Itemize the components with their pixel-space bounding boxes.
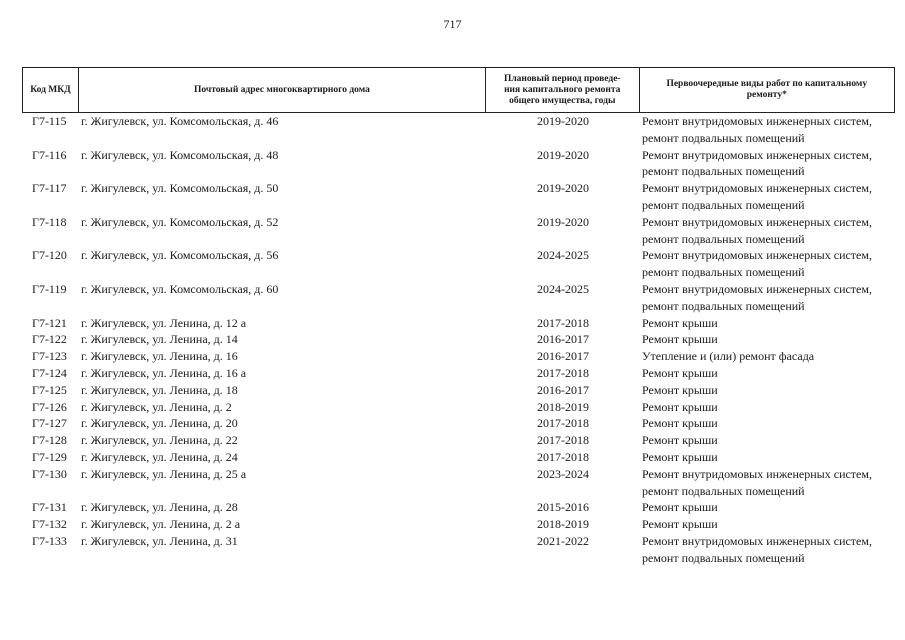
work-line: Ремонт внутридомовых инженерных систем, — [642, 181, 872, 196]
priority-works — [640, 449, 895, 466]
postal-address: г. Жигулевск, ул. Ленина, д. 16 — [81, 349, 238, 364]
postal-address: г. Жигулевск, ул. Комсомольская, д. 56 — [81, 248, 279, 263]
table-row — [22, 214, 895, 248]
priority-works — [640, 499, 895, 516]
work-line: ремонт подвальных помещений — [642, 483, 805, 498]
planned-period: 2018-2019 — [537, 399, 589, 414]
table-body — [22, 113, 895, 567]
work-line: ремонт подвальных помещений — [642, 197, 805, 212]
priority-works — [640, 432, 895, 449]
work-line: Ремонт внутридомовых инженерных систем, — [642, 248, 872, 263]
header-period — [486, 68, 640, 112]
table-row — [22, 399, 895, 416]
table-row — [22, 113, 895, 147]
work-line: Ремонт крыши — [642, 382, 718, 397]
planned-period: 2018-2019 — [537, 517, 589, 532]
postal-address: г. Жигулевск, ул. Ленина, д. 20 — [81, 416, 238, 431]
priority-works — [640, 113, 895, 147]
postal-address: г. Жигулевск, ул. Комсомольская, д. 50 — [81, 181, 279, 196]
mkd-code: Г7-131 — [32, 500, 67, 515]
postal-address: г. Жигулевск, ул. Ленина, д. 24 — [81, 449, 238, 464]
priority-works — [640, 180, 895, 214]
header-period-line: ния капитального ремонта — [504, 84, 621, 95]
table-row — [22, 466, 895, 500]
mkd-code: Г7-123 — [32, 349, 67, 364]
work-line: Ремонт внутридомовых инженерных систем, — [642, 214, 872, 229]
planned-period: 2019-2020 — [537, 114, 589, 128]
planned-period: 2019-2020 — [537, 147, 589, 162]
work-line: Ремонт внутридомовых инженерных систем, — [642, 114, 872, 128]
planned-period: 2017-2018 — [537, 365, 589, 380]
postal-address: г. Жигулевск, ул. Ленина, д. 12 а — [81, 315, 247, 330]
mkd-code: Г7-125 — [32, 382, 67, 397]
table-row — [22, 331, 895, 348]
planned-period: 2024-2025 — [537, 248, 589, 263]
table-header — [22, 67, 895, 113]
table-row — [22, 499, 895, 516]
table-row — [22, 180, 895, 214]
mkd-code: Г7-122 — [32, 332, 67, 347]
postal-address: г. Жигулевск, ул. Ленина, д. 28 — [81, 500, 238, 515]
planned-period: 2015-2016 — [537, 500, 589, 515]
mkd-code: Г7-124 — [32, 365, 67, 380]
table-row — [22, 415, 895, 432]
mkd-code: Г7-120 — [32, 248, 67, 263]
priority-works — [640, 147, 895, 181]
mkd-code: Г7-127 — [32, 416, 67, 431]
planned-period: 2016-2017 — [537, 332, 589, 347]
header-works-line: Первоочередные виды работ по капитальному — [666, 79, 868, 89]
table-row — [22, 382, 895, 399]
postal-address: г. Жигулевск, ул. Комсомольская, д. 48 — [81, 147, 279, 162]
work-line: Ремонт внутридомовых инженерных систем, — [642, 466, 872, 481]
postal-address: г. Жигулевск, ул. Ленина, д. 14 — [81, 332, 238, 347]
priority-works — [640, 399, 895, 416]
planned-period: 2017-2018 — [537, 315, 589, 330]
mkd-code: Г7-132 — [32, 517, 67, 532]
priority-works — [640, 365, 895, 382]
work-line: Ремонт крыши — [642, 332, 718, 347]
table-row — [22, 432, 895, 449]
mkd-code: Г7-117 — [32, 181, 67, 196]
mkd-code: Г7-115 — [32, 114, 67, 128]
header-address: Почтовый адрес многоквартирного дома — [79, 68, 486, 112]
mkd-code: Г7-133 — [32, 533, 67, 548]
priority-works — [640, 348, 895, 365]
work-line: Утепление и (или) ремонт фасада — [642, 349, 815, 364]
work-line: Ремонт крыши — [642, 500, 718, 515]
priority-works — [640, 247, 895, 281]
work-line: Ремонт внутридомовых инженерных систем, — [642, 533, 872, 548]
planned-period: 2021-2022 — [537, 533, 589, 548]
postal-address: г. Жигулевск, ул. Ленина, д. 2 а — [81, 517, 241, 532]
mkd-code: Г7-119 — [32, 281, 67, 296]
planned-period: 2024-2025 — [537, 281, 589, 296]
priority-works — [640, 466, 895, 500]
planned-period: 2017-2018 — [537, 416, 589, 431]
priority-works — [640, 214, 895, 248]
work-line: Ремонт крыши — [642, 416, 718, 431]
planned-period: 2019-2020 — [537, 214, 589, 229]
work-line: Ремонт крыши — [642, 517, 718, 532]
work-line: Ремонт внутридомовых инженерных систем, — [642, 147, 872, 162]
table-row — [22, 348, 895, 365]
table-row — [22, 147, 895, 181]
postal-address: г. Жигулевск, ул. Комсомольская, д. 52 — [81, 214, 279, 229]
mkd-code: Г7-118 — [32, 214, 67, 229]
postal-address: г. Жигулевск, ул. Ленина, д. 16 а — [81, 365, 247, 380]
priority-works — [640, 315, 895, 332]
mkd-code: Г7-130 — [32, 466, 67, 481]
priority-works — [640, 516, 895, 533]
header-period-line: Плановый период проведе- — [503, 73, 621, 84]
header-code: Код МКД — [23, 68, 79, 112]
work-line: Ремонт внутридомовых инженерных систем, — [642, 281, 872, 296]
header-works — [640, 68, 894, 112]
work-line: ремонт подвальных помещений — [642, 231, 805, 246]
postal-address: г. Жигулевск, ул. Ленина, д. 25 а — [81, 466, 247, 481]
priority-works — [640, 533, 895, 567]
work-line: ремонт подвальных помещений — [642, 164, 805, 179]
header-works-line: ремонту* — [746, 90, 787, 100]
work-line: Ремонт крыши — [642, 449, 718, 464]
planned-period: 2017-2018 — [537, 433, 589, 448]
postal-address: г. Жигулевск, ул. Комсомольская, д. 60 — [81, 281, 279, 296]
postal-address: г. Жигулевск, ул. Ленина, д. 22 — [81, 433, 238, 448]
priority-works — [640, 331, 895, 348]
planned-period: 2017-2018 — [537, 449, 589, 464]
mkd-code: Г7-128 — [32, 433, 67, 448]
page-number: 717 — [443, 17, 462, 31]
planned-period: 2016-2017 — [537, 349, 589, 364]
work-line: Ремонт крыши — [642, 315, 718, 330]
planned-period: 2016-2017 — [537, 382, 589, 397]
priority-works — [640, 415, 895, 432]
work-line: ремонт подвальных помещений — [642, 298, 805, 313]
planned-period: 2019-2020 — [537, 181, 589, 196]
table-row — [22, 449, 895, 466]
table-row — [22, 315, 895, 332]
postal-address: г. Жигулевск, ул. Ленина, д. 31 — [81, 533, 238, 548]
table-row — [22, 247, 895, 281]
work-line: Ремонт крыши — [642, 433, 718, 448]
table-row — [22, 365, 895, 382]
postal-address: г. Жигулевск, ул. Ленина, д. 2 — [81, 399, 232, 414]
work-line: ремонт подвальных помещений — [642, 550, 805, 565]
table-row — [22, 516, 895, 533]
mkd-code: Г7-121 — [32, 315, 67, 330]
work-line: ремонт подвальных помещений — [642, 265, 805, 280]
postal-address: г. Жигулевск, ул. Комсомольская, д. 46 — [81, 114, 279, 128]
table-row — [22, 533, 895, 567]
mkd-code: Г7-116 — [32, 147, 67, 162]
work-line: Ремонт крыши — [642, 399, 718, 414]
priority-works — [640, 281, 895, 315]
work-line: Ремонт крыши — [642, 365, 718, 380]
priority-works — [640, 382, 895, 399]
postal-address: г. Жигулевск, ул. Ленина, д. 18 — [81, 382, 238, 397]
header-period-line: общего имущества, годы — [509, 95, 616, 106]
work-line: ремонт подвальных помещений — [642, 130, 805, 145]
mkd-code: Г7-129 — [32, 449, 67, 464]
mkd-code: Г7-126 — [32, 399, 67, 414]
planned-period: 2023-2024 — [537, 466, 589, 481]
capital-repair-table — [22, 67, 895, 567]
table-row — [22, 281, 895, 315]
